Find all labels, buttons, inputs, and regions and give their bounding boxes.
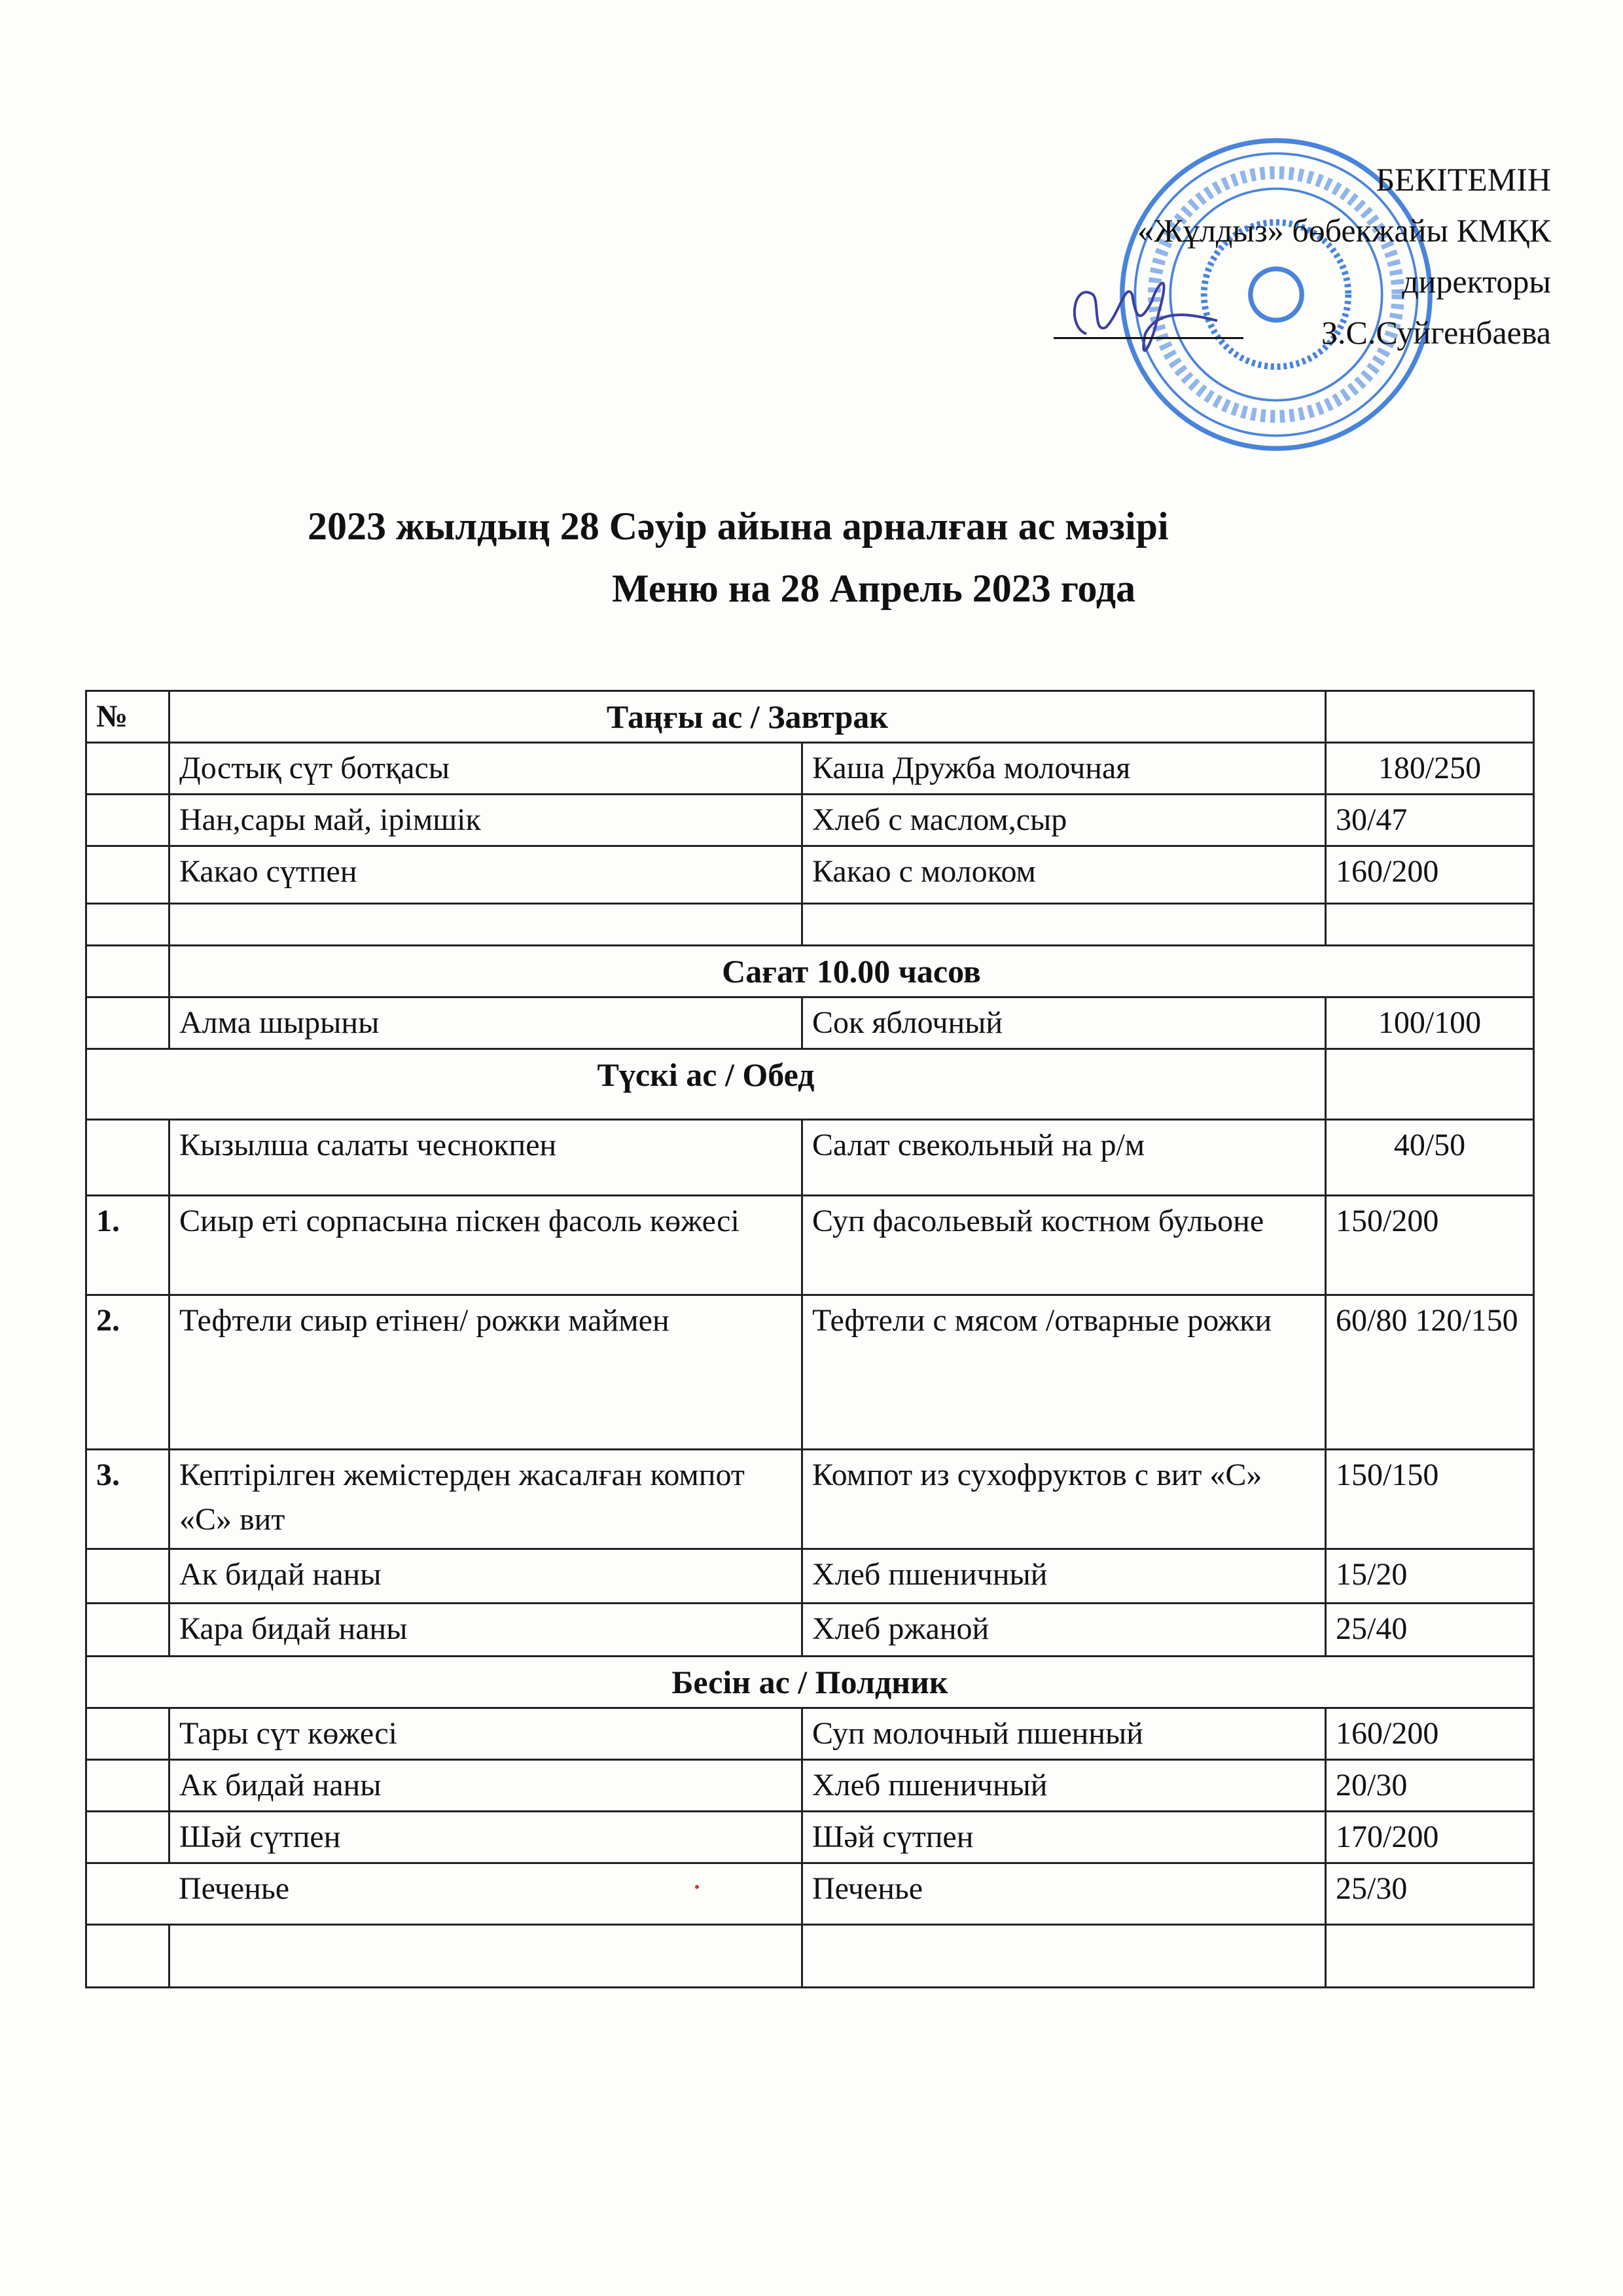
dish-ru: Сок яблочный — [802, 997, 1326, 1049]
portion: 100/100 — [1326, 997, 1534, 1049]
table-row — [86, 1760, 1534, 1812]
portion: 150/200 — [1326, 1196, 1534, 1295]
dish-kz: Кызылша салаты чеснокпен — [169, 1120, 802, 1196]
ink-speck — [695, 1885, 699, 1889]
dish-ru: Суп молочный пшенный — [802, 1708, 1326, 1760]
dish-ru: Шәй сүтпен — [802, 1812, 1326, 1863]
table-row — [86, 1549, 1534, 1604]
dish-ru: Компот из сухофруктов с вит «С» — [802, 1450, 1326, 1549]
approval-name: З.С.Суйгенбаева — [1321, 314, 1551, 351]
lunch-header-row — [86, 1049, 1534, 1120]
title-ru: Меню на 28 Апрель 2023 года — [612, 567, 1136, 610]
empty-row — [86, 1925, 1534, 1988]
menu-table — [85, 690, 1535, 1988]
table-row — [86, 1812, 1534, 1863]
approval-block — [1137, 154, 1551, 358]
empty-row — [86, 904, 1534, 946]
table-row — [86, 1295, 1534, 1450]
dish-kz: Ак бидай наны — [169, 1760, 802, 1812]
portion: 25/40 — [1326, 1604, 1534, 1657]
table-row — [86, 1450, 1534, 1549]
dish-kz: Кара бидай наны — [169, 1604, 802, 1657]
row-number: 1. — [86, 1196, 169, 1295]
table-row — [86, 1863, 1534, 1925]
portion: 20/30 — [1326, 1760, 1534, 1812]
snack-header: Сағат 10.00 часов — [169, 946, 1534, 997]
dish-ru: Хлеб с маслом,сыр — [802, 795, 1326, 846]
portion: 40/50 — [1326, 1120, 1534, 1196]
portion: 25/30 — [1326, 1863, 1534, 1925]
portion: 160/200 — [1326, 846, 1534, 904]
portion: 150/150 — [1326, 1450, 1534, 1549]
dish-ru: Хлеб ржаной — [802, 1604, 1326, 1657]
table-row — [86, 1196, 1534, 1295]
table-row — [86, 846, 1534, 904]
dish-kz: Тары сүт көжесі — [169, 1708, 802, 1760]
dish-ru: Суп фасольевый костном бульоне — [802, 1196, 1326, 1295]
dish-kz: Ак бидай наны — [169, 1549, 802, 1604]
dish-kz: Алма шырыны — [169, 997, 802, 1049]
dish-ru: Тефтели с мясом /отварные рожки — [802, 1295, 1326, 1450]
approval-position: директоры — [1402, 263, 1551, 300]
table-row — [86, 743, 1534, 795]
dish-kz: Достық сүт ботқасы — [169, 743, 802, 795]
table-row — [86, 1604, 1534, 1657]
approval-organization: «Жұлдыз» бөбекжайы КМҚК — [1137, 212, 1551, 249]
breakfast-header: Таңғы ас / Завтрак — [169, 691, 1326, 743]
snack-header-row — [86, 946, 1534, 997]
table-row — [86, 1708, 1534, 1760]
table-row — [86, 997, 1534, 1049]
dish-kz: Шәй сүтпен — [169, 1812, 802, 1863]
portion: 170/200 — [1326, 1812, 1534, 1863]
dish-kz: Нан,сары май, ірімшік — [169, 795, 802, 846]
dish-ru: Печенье — [802, 1863, 1326, 1925]
dish-kz: Кептірілген жемістерден жасалған компот «С» вит — [169, 1450, 802, 1549]
dish-ru: Каша Дружба молочная — [802, 743, 1326, 795]
dish-kz: Сиыр еті сорпасына піскен фасоль көжесі — [169, 1196, 802, 1295]
portion: 30/47 — [1326, 795, 1534, 846]
afternoon-header: Бесін ас / Полдник — [86, 1657, 1534, 1708]
dish-ru: Салат свекольный на р/м — [802, 1120, 1326, 1196]
row-number: 3. — [86, 1450, 169, 1549]
signature-line — [1054, 337, 1243, 339]
title-kz: 2023 жылдың 28 Сәуір айына арналған ас мәзірі — [308, 505, 1169, 548]
portion: 60/80 120/150 — [1326, 1295, 1534, 1450]
portion: 15/20 — [1326, 1549, 1534, 1604]
approval-line1: БЕКІТЕМІН — [1376, 161, 1551, 198]
dish-kz: Какао сүтпен — [169, 846, 802, 904]
dish-ru: Хлеб пшеничный — [802, 1549, 1326, 1604]
dish-kz: Тефтели сиыр етінен/ рожки маймен — [169, 1295, 802, 1450]
dish-ru: Какао с молоком — [802, 846, 1326, 904]
portion: 180/250 — [1326, 743, 1534, 795]
table-row — [86, 795, 1534, 846]
afternoon-header-row — [86, 1657, 1534, 1708]
number-header: № — [86, 691, 169, 743]
dish-kz: Печенье — [86, 1863, 802, 1925]
dish-ru: Хлеб пшеничный — [802, 1760, 1326, 1812]
row-number: 2. — [86, 1295, 169, 1450]
portion: 160/200 — [1326, 1708, 1534, 1760]
table-row — [86, 1120, 1534, 1196]
lunch-header: Түскі ас / Обед — [86, 1049, 1326, 1120]
table-header-row — [86, 691, 1534, 743]
